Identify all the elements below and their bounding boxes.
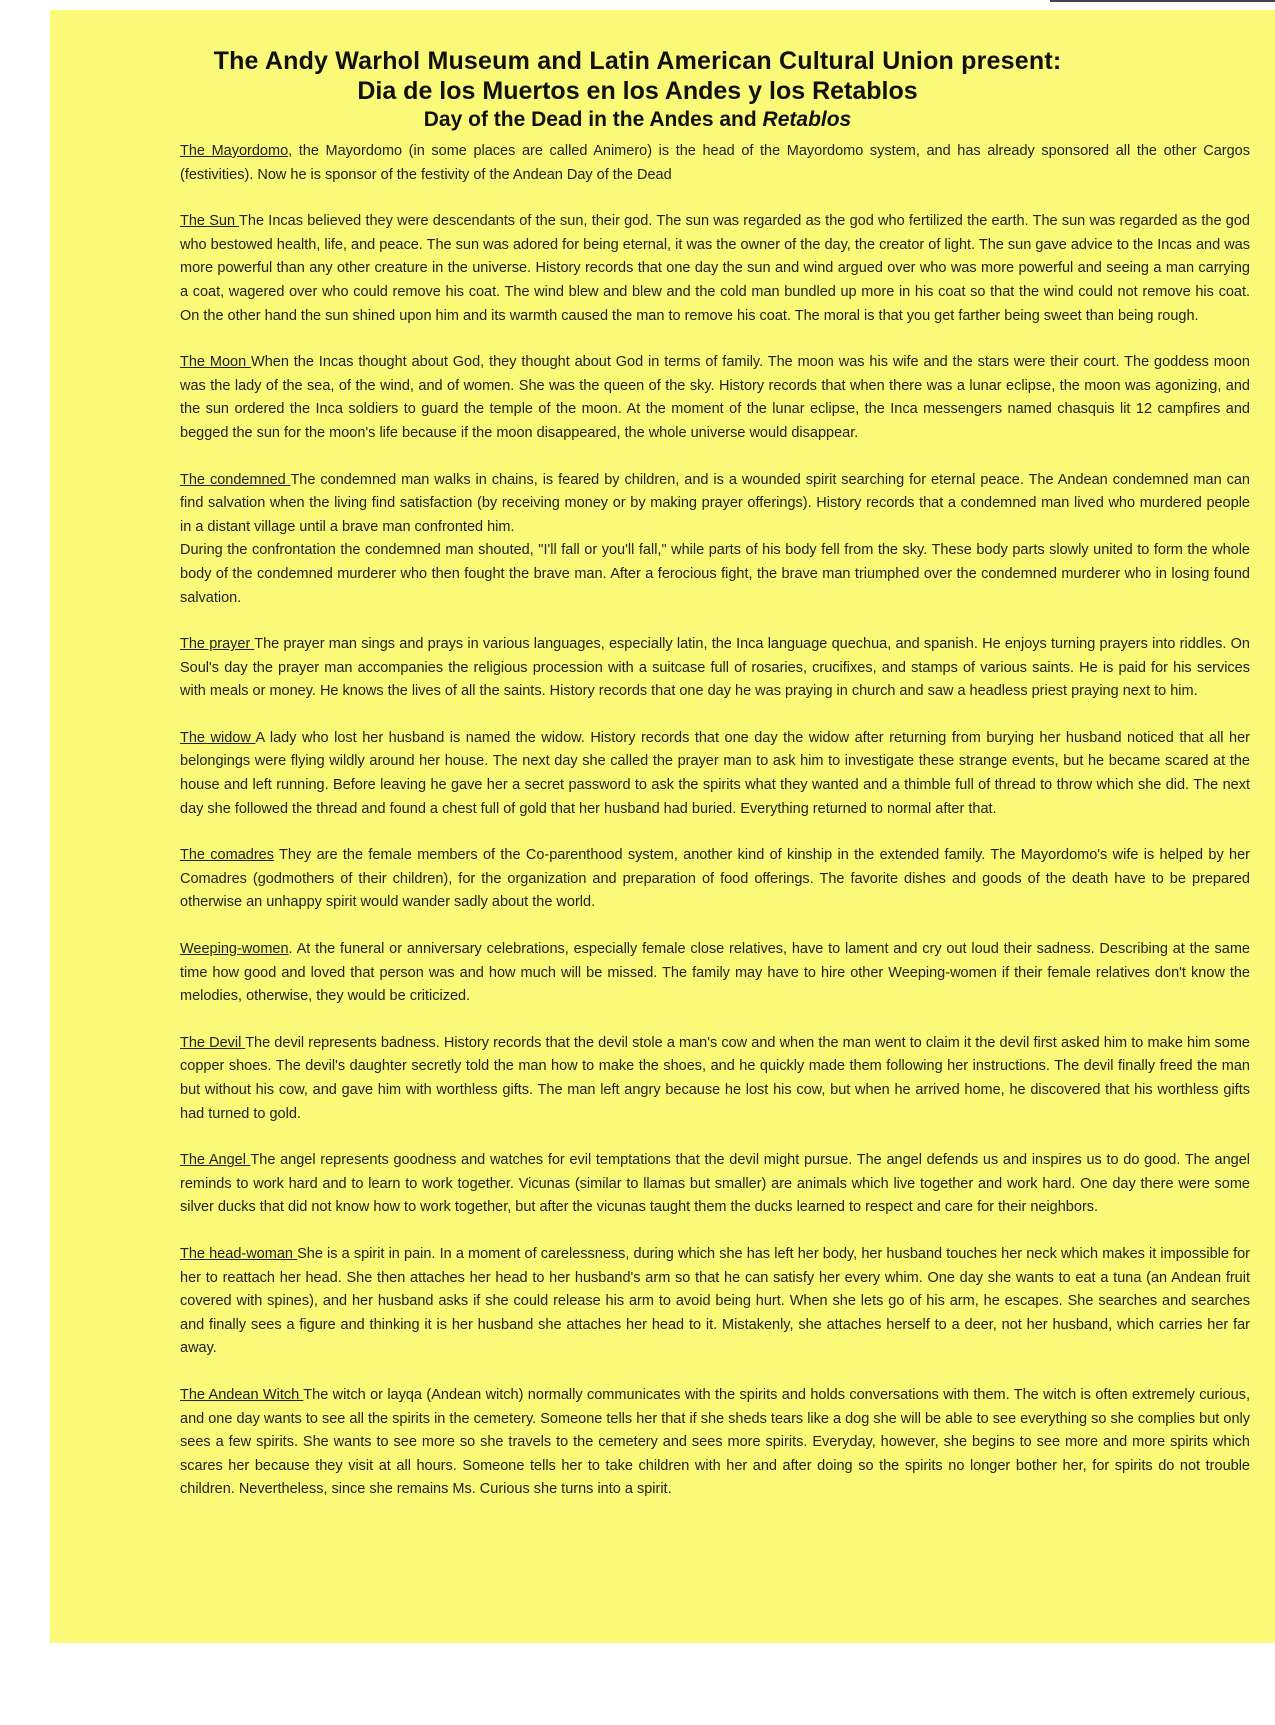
paragraph-mayordomo [180, 140, 1250, 187]
paragraph-moon [180, 351, 1250, 445]
header-presenters: The Andy Warhol Museum and Latin American Cultural Union present: [213, 47, 1062, 75]
paragraph-head-woman [180, 1243, 1250, 1361]
paragraph-heading: Weeping-women [180, 941, 289, 958]
paragraph-text: The angel represents goodness and watches for evil temptations that the devil might pursue. The angel defends us and inspires us to do good. The angel reminds to work hard and to learn to work together. Vicunas (similar to llamas but smaller) are animals which live together and work hard. One day there were some silver ducks that did not know how to work together, but after the vicunas taught them the ducks learned to respect and care for their neighbors. [180, 1152, 1250, 1216]
paragraph-text: The witch or layqa (Andean witch) normally communicates with the spirits and holds conversations with them. The witch is often extremely curious, and one day wants to see all the spirits in the cemetery. Someone tells her that if she sheds tears like a dog she will be able to see everything so she complies but only sees a few spirits. She wants to see more so she travels to the cemetery and sees more spirits. Everyday, however, she begins to see more and more spirits which scares her because they visit at all hours. Someone tells her to take children with her and after doing so the spirits no longer bother her, for spirits do not trouble children. Nevertheless, since she remains Ms. Curious she turns into a spirit. [180, 1386, 1250, 1498]
paragraph-andean-witch [180, 1384, 1250, 1502]
header-english-title-text: Day of the Dead in the Andes and [423, 108, 763, 131]
paragraph-text: the Mayordomo (in some places are called Animero) is the head of the Mayordomo system, and has already sponsored all the other Cargos (festivities). Now he is sponsor of the festivity of the Andean Day of the Dead [180, 143, 1250, 183]
paragraph-heading: The Andean Witch [180, 1386, 304, 1403]
paragraph-text: The devil represents badness. History records that the devil stole a man's cow and when the man went to claim it the devil first asked him to make him some copper shoes. The devil's daughter secretly told the man how to make the shoes, and he quickly made them following her instructions. The devil finally freed the man but without his cow, and gave him with worthless gifts. The man left angry because he lost his cow, but when he arrived home, he discovered that his worthless gifts had turned to gold. [180, 1034, 1250, 1122]
paragraph-widow [180, 727, 1250, 821]
header-spanish-title: Dia de los Muertos en los Andes y los Retablos [357, 77, 918, 105]
paragraph-heading: The Angel [180, 1152, 251, 1169]
paragraph-weeping-women [180, 938, 1250, 1009]
paragraph-text: The Incas believed they were descendants of the sun, their god. The sun was regarded as the god who fertilized the earth. The sun was regarded as the god who bestowed health, life, and peace. The sun was adored for being eternal, it was the owner of the day, the creator of light. The sun gave advice to the Incas and was more powerful than any other creature in the universe. History records that one day the sun and wind argued over who was more powerful and seeing a man carrying a coat, wagered over who could remove his coat. The wind blew and blew and the cold man bundled up more in his coat so that the wind could not remove his coat. On the other hand the sun shined upon him and its warmth caused the man to remove his coat. The moral is that you get farther being sweet than being rough. [180, 213, 1250, 324]
paragraph-sun [180, 210, 1250, 328]
paragraph-heading: The widow [180, 729, 256, 746]
paragraph-heading: The prayer [180, 636, 255, 653]
page-header [50, 46, 1225, 133]
paragraph-text: The condemned man walks in chains, is feared by children, and is a wounded spirit searching for eternal peace. The Andean condemned man can find salvation when the living find satisfaction (by receiving money or by making prayer offerings). History records that a condemned man lived who murdered people in a distant village until a brave man confronted him. [180, 471, 1250, 535]
paragraph-text: She is a spirit in pain. In a moment of carelessness, during which she has left her body, her husband touches her neck which makes it impossible for her to reattach her head. She then attaches her head to her husband's arm so that he can satisfy her every whim. One day she wants to eat a tuna (an Andean fruit covered with spines), and her husband asks if she could release his arm to avoid being hurt. When she lets go of his arm, he escapes. She searches and searches and finally sees a figure and thinking it is her husband she attaches her head to it. Mistakenly, she attaches herself to a deer, not her husband, which carries her far away. [180, 1245, 1250, 1357]
paragraph-heading: The Moon [180, 354, 252, 371]
paragraph-text: When the Incas thought about God, they thought about God in terms of family. The moon was his wife and the stars were their court. The goddess moon was the lady of the sea, of the wind, and of women. She was the queen of the sky. History records that when there was a lunar eclipse, the moon was agonizing, and the sun ordered the Inca soldiers to guard the temple of the moon. At the moment of the lunar eclipse, the Inca messengers named chasquis lit 12 campfires and begged the sun for the moon's life because if the moon disappeared, the whole universe would disappear. [180, 354, 1250, 441]
paragraph-text: . At the funeral or anniversary celebrations, especially female close relatives, have to lament and cry out loud their sadness. Describing at the same time how good and loved that person was and how much will be missed. The family may have to hire other Weeping-women if their female relatives don't know the melodies, otherwise, they would be criticized. [180, 941, 1250, 1005]
paragraph-heading: The Mayordomo, [180, 143, 293, 159]
paragraph-devil [180, 1032, 1250, 1126]
paragraph-heading: The Sun [180, 213, 240, 230]
paragraph-text: The prayer man sings and prays in various languages, especially latin, the Inca language quechua, and spanish. He enjoys turning prayers into riddles. On Soul's day the prayer man accompanies the religious procession with a suitcase full of rosaries, crucifixes, and stamps of various saints. He is paid for his services with meals or money. He knows the lives of all the saints. History records that one day he was praying in church and saw a headless priest praying next to him. [180, 636, 1250, 700]
paragraph-heading: The head-woman [180, 1245, 298, 1262]
paragraph-heading: The comadres [180, 847, 274, 864]
paragraph-condemned [180, 469, 1250, 611]
paragraph-heading: The Devil [180, 1034, 246, 1051]
paragraph-comadres [180, 844, 1250, 915]
paragraph-prayer [180, 633, 1250, 704]
header-english-title-italic: Retablos [762, 108, 852, 131]
document-body [180, 140, 1250, 1525]
paragraph-text-continued: During the confrontation the condemned man shouted, "I'll fall or you'll fall," while parts of his body fell from the sky. These body parts slowly united to form the whole body of the condemned murderer who then fought the brave man. After a ferocious fight, the brave man triumphed over the condemned murderer who in losing found salvation. [180, 542, 1250, 606]
paragraph-angel [180, 1149, 1250, 1220]
paragraph-text: A lady who lost her husband is named the widow. History records that one day the widow after returning from burying her husband noticed that all her belongings were flying wildly around her house. The next day she called the prayer man to ask him to investigate these strange events, but he became scared at the house and left running. Before leaving he gave her a secret password to ask the spirits what they wanted and a thimble full of thread to throw which she did. The next day she followed the thread and found a chest full of gold that her husband had buried. Everything returned to normal after that. [180, 729, 1250, 817]
scan-top-line [1050, 0, 1275, 2]
paragraph-text: They are the female members of the Co-parenthood system, another kind of kinship in the extended family. The Mayordomo's wife is helped by her Comadres (godmothers of their children), for the organization and preparation of food offerings. The favorite dishes and goods of the death have to be prepared otherwise an unhappy spirit would wander sadly about the world. [180, 847, 1250, 911]
header-english-title [50, 106, 1225, 133]
flyer-page [50, 10, 1275, 1643]
paragraph-heading: The condemned [180, 471, 291, 488]
